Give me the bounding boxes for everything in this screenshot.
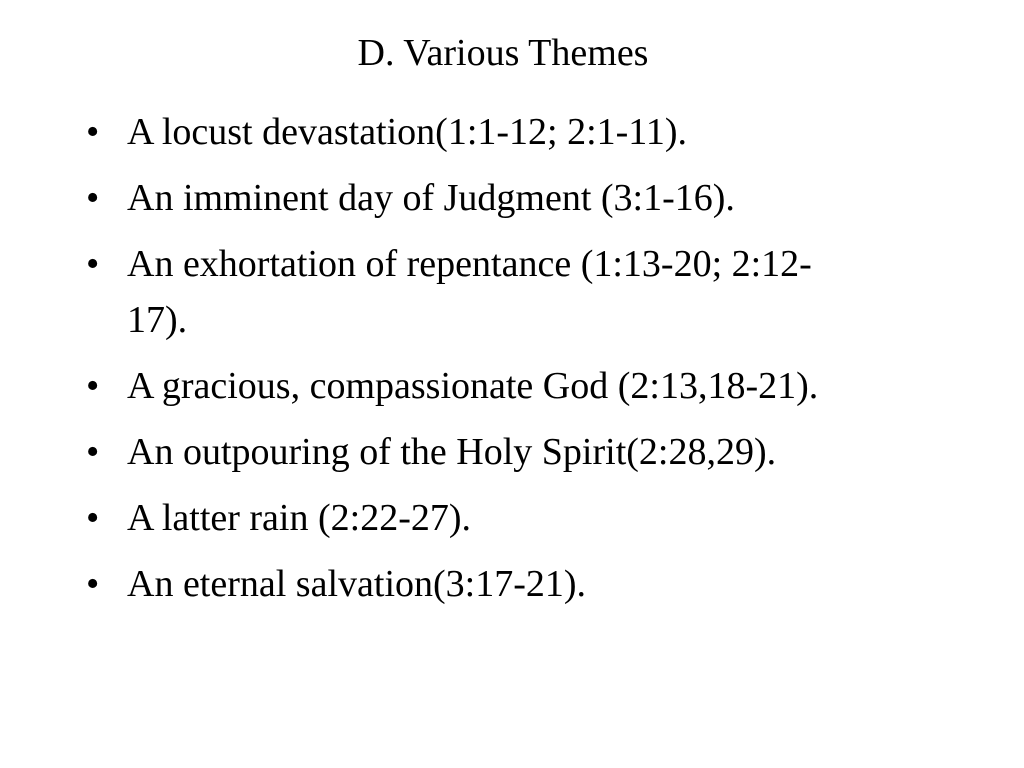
bullet-list: [86, 104, 926, 622]
list-item: [86, 104, 926, 160]
bullet-icon: •: [86, 497, 100, 539]
list-item: [86, 358, 897, 414]
list-item-text: An eternal salvation(3:17-21).: [127, 563, 587, 605]
bullet-icon: •: [86, 243, 100, 285]
list-item: [86, 556, 926, 612]
list-item-text: A gracious, compassionate God (2:13,18-21).: [127, 365, 819, 407]
list-item-text: An imminent day of Judgment (3:1-16).: [127, 177, 735, 219]
bullet-icon: •: [86, 365, 100, 407]
list-item-text: A locust devastation(1:1-12; 2:1-11).: [127, 111, 688, 153]
bullet-icon: •: [86, 563, 100, 605]
list-item: [86, 424, 926, 480]
bullet-icon: •: [86, 431, 100, 473]
list-item-text: An exhortation of repentance (1:13-20; 2:12-17).: [127, 243, 812, 341]
list-item-text: A latter rain (2:22-27).: [127, 497, 472, 539]
list-item: [86, 236, 847, 348]
bullet-icon: •: [86, 111, 100, 153]
list-item-text: An outpouring of the Holy Spirit(2:28,29).: [127, 431, 777, 473]
list-item: [86, 170, 926, 226]
slide-title: D. Various Themes: [357, 32, 649, 74]
bullet-icon: •: [86, 177, 100, 219]
list-item: [86, 490, 926, 546]
